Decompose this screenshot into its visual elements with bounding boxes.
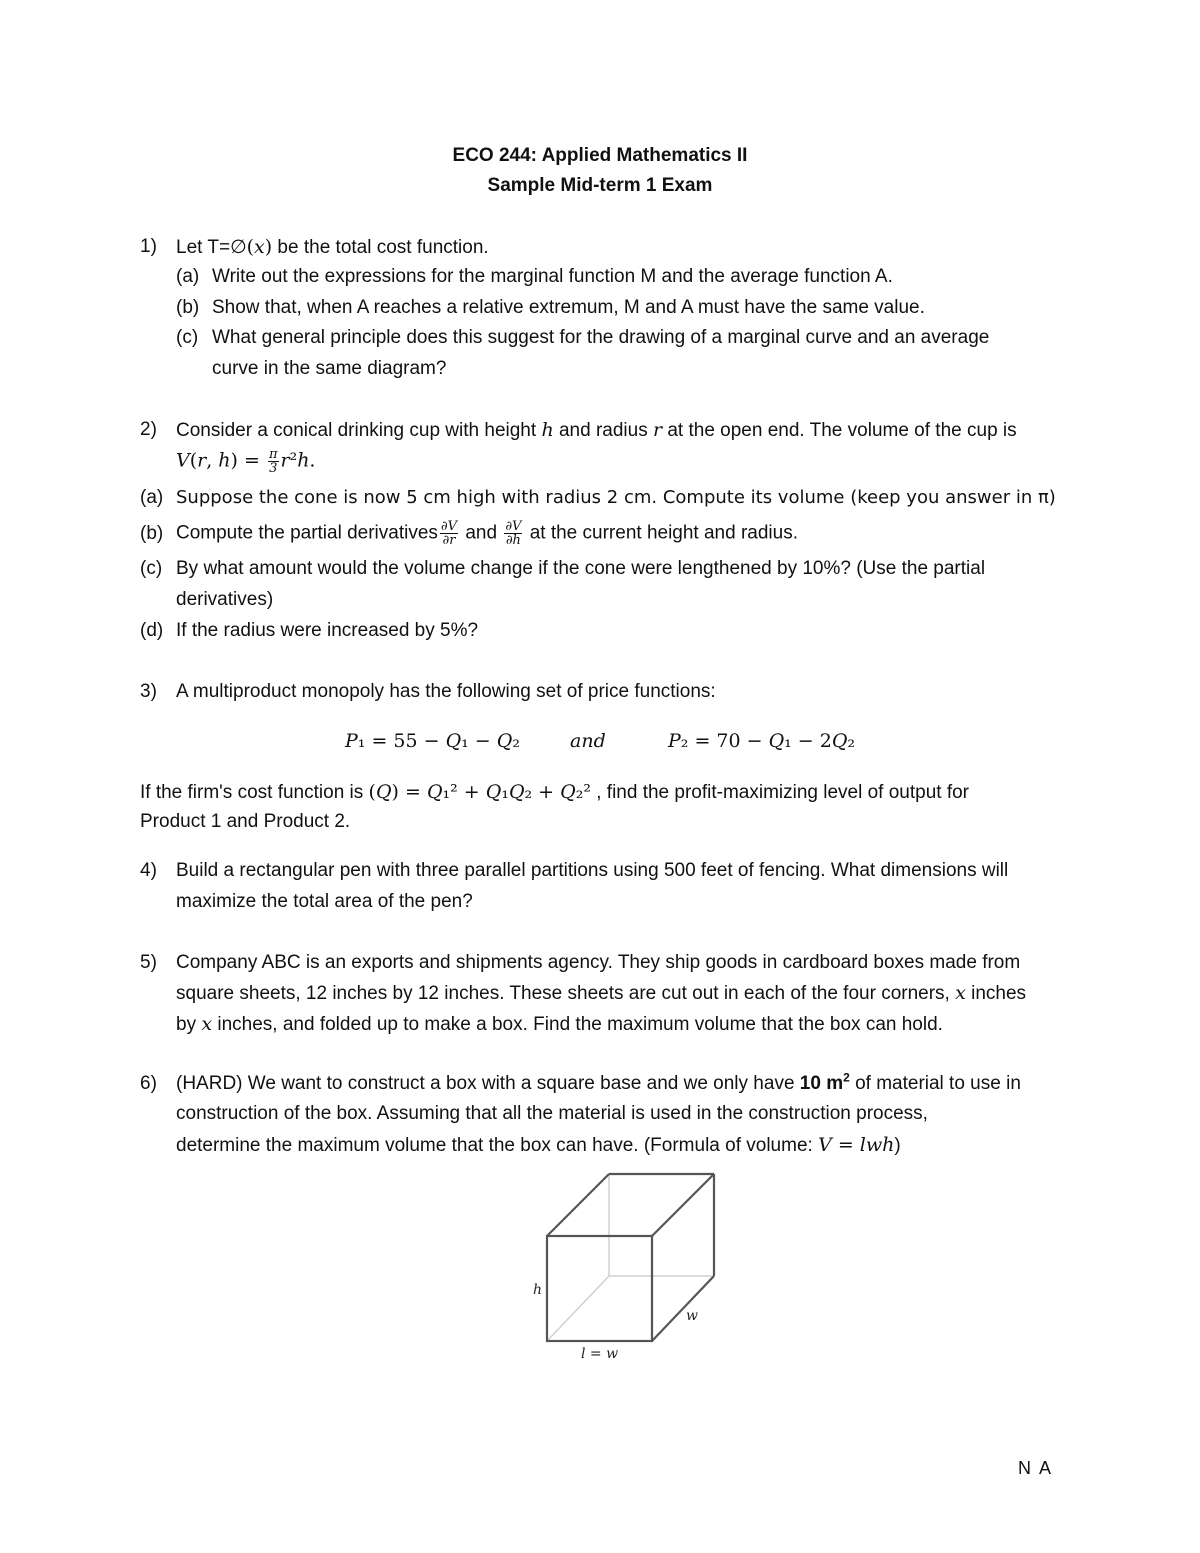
q2-number: 2) [140,419,157,440]
q2a-text: Suppose the cone is now 5 cm high with radius 2 cm. Compute its volume (keep you answer in π) [176,487,1056,508]
q1c-label: (c) [176,327,199,348]
q5-text-line1: Company ABC is an exports and shipments agency. They ship goods in cardboard boxes made from [176,952,1021,973]
q3-and: and [570,730,606,752]
q2c-label: (c) [140,558,163,579]
q1a-label: (a) [176,266,200,287]
box-edge [652,1276,714,1341]
q2-stem: Consider a conical drinking cup with height h and radius r at the open end. The volume of the cup is [176,419,1017,441]
q3-price-eq2: 𝑃₂ = 70 − 𝑄₁ − 2𝑄₂ [668,730,856,752]
q6-text-line2: construction of the box. Assuming that all the material is used in the construction process, [176,1103,928,1124]
q1a-text: Write out the expressions for the marginal function M and the average function A. [212,266,893,287]
q1c-text-line2: curve in the same diagram? [212,358,447,379]
label-width: w [686,1308,698,1324]
q4-text-line1: Build a rectangular pen with three parallel partitions using 500 feet of fencing. What dimensions will [176,860,1009,881]
q3-stem: A multiproduct monopoly has the following set of price functions: [176,681,716,702]
box-edge [652,1174,714,1236]
q2c-text-line2: derivatives) [176,589,274,610]
q6-text-line3: determine the maximum volume that the box can have. (Formula of volume: 𝑉 = 𝑙𝑤ℎ) [176,1134,901,1156]
q6-number: 6) [140,1073,157,1094]
q3-price-eq1: 𝑃₁ = 55 − 𝑄₁ − 𝑄₂ [345,730,520,752]
q2-volume-formula: 𝑉(𝑟, ℎ) = $\frac{\pi}{3}$ 𝑟²ℎ. [176,447,316,476]
label-length: l = w [581,1346,619,1362]
q2b-text: Compute the partial derivatives $\frac{\partial V}{\partial r}$ and $\frac{\partial V}{\partial h}$ at the current height and radius. [176,519,798,548]
q1b-text: Show that, when A reaches a relative extremum, M and A must have the same value. [212,297,925,318]
box-hidden-edge [547,1276,609,1341]
q2d-label: (d) [140,620,164,641]
q6-text-line1: (HARD) We want to construct a box with a square base and we only have 10 $m^2$ of material to use in [176,1070,1021,1094]
q2c-text-line1: By what amount would the volume change if the cone were lengthened by 10%? (Use the partial [176,558,986,579]
q5-text-line3: by x inches, and folded up to make a box. Find the maximum volume that the box can hold. [176,1013,943,1035]
q3-cost-line1: If the firm's cost function is (𝑄) = 𝑄₁² + 𝑄₁𝑄₂ + 𝑄₂² , find the profit-maximizing level of output for [140,781,970,803]
q1-number: 1) [140,236,157,257]
q5-text-line2: square sheets, 12 inches by 12 inches. These sheets are cut out in each of the four corners, x inches [176,982,1027,1004]
footer-initials: N A [1018,1458,1054,1478]
box-edge [547,1174,609,1236]
q3-cost-line2: Product 1 and Product 2. [140,811,351,832]
q1c-text-line1: What general principle does this suggest for the drawing of a marginal curve and an average [212,327,990,348]
q4-text-line2: maximize the total area of the pen? [176,891,473,912]
q5-number: 5) [140,952,157,973]
q3-number: 3) [140,681,157,702]
q2b-label: (b) [140,523,164,544]
exam-title: Sample Mid-term 1 Exam [487,175,713,196]
q2a-label: (a) [140,487,164,508]
q1-stem: Let T=∅(𝑥) be the total cost function. [176,236,489,258]
box-diagram [525,1168,735,1368]
q2d-text: If the radius were increased by 5%? [176,620,479,641]
q1b-label: (b) [176,297,200,318]
course-title: ECO 244: Applied Mathematics II [452,145,748,166]
q4-number: 4) [140,860,157,881]
label-height: h [533,1282,543,1298]
